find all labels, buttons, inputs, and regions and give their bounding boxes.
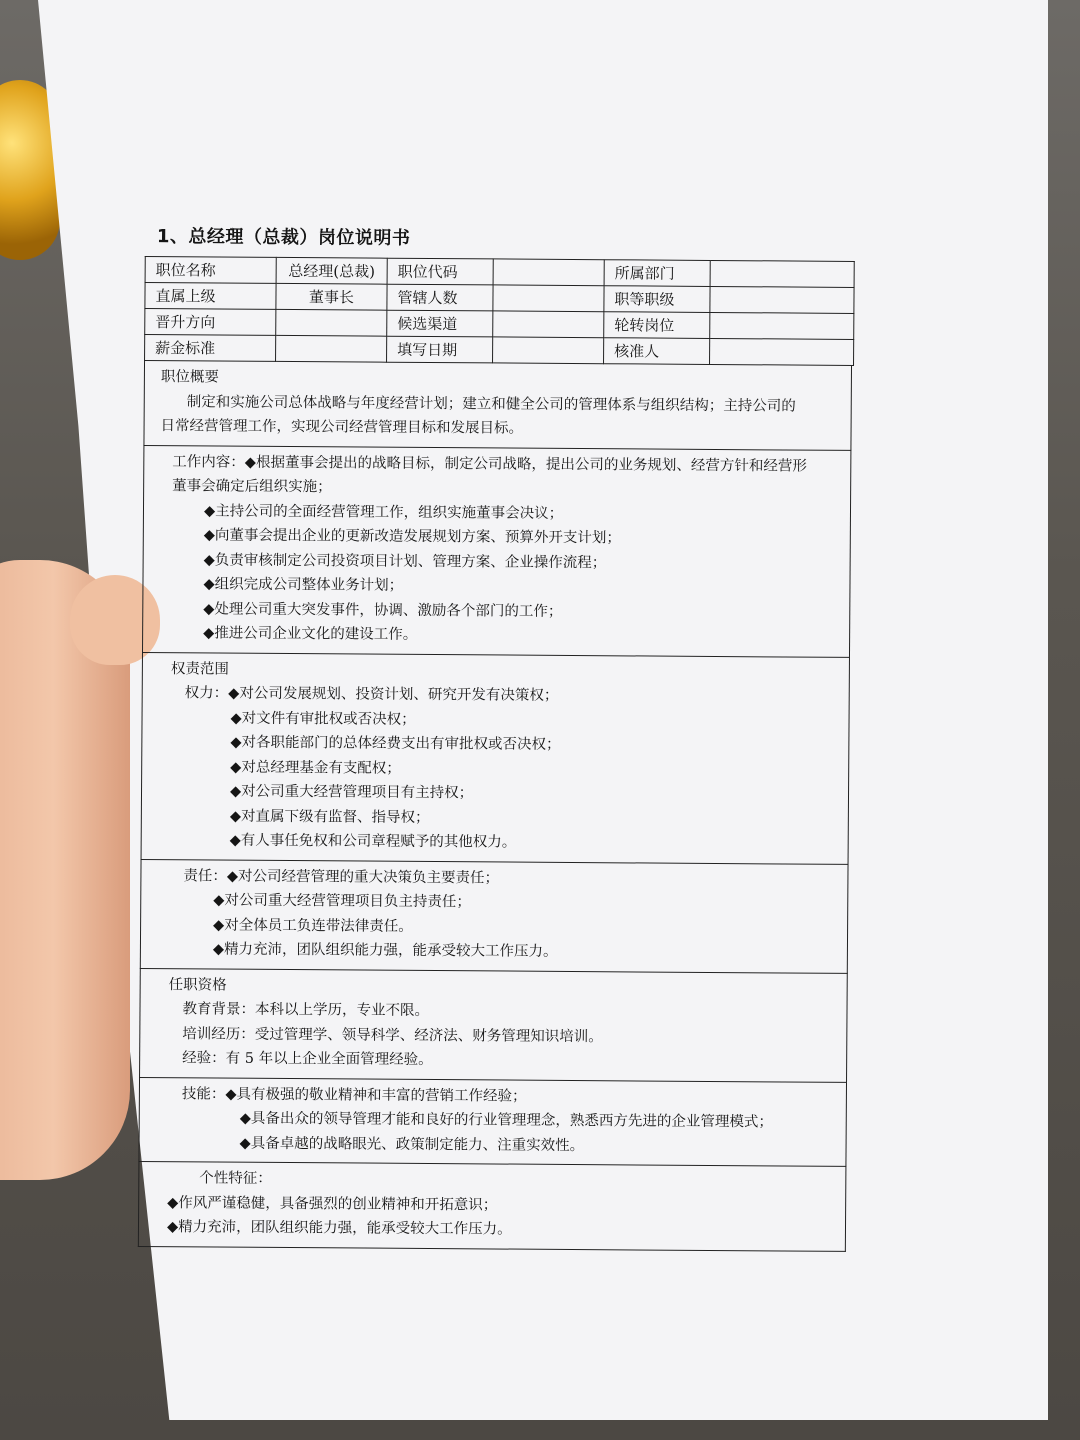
table-cell [276, 335, 387, 362]
overview-section [143, 361, 852, 450]
list-item: ◆具备出众的领导管理才能和良好的行业管理理念，熟悉西方先进的企业管理模式； [239, 1110, 773, 1131]
table-cell: 晋升方向 [145, 309, 276, 336]
table-cell [493, 285, 604, 312]
list-item: ◆对总经理基金有支配权； [230, 759, 401, 777]
list-item: ◆对全体员工负连带法律责任。 [213, 916, 413, 935]
skills-section [138, 1077, 847, 1166]
section-heading: 权责范围 [170, 660, 229, 678]
job-description-document [138, 222, 875, 1252]
list-item: ◆对文件有审批权或否决权； [230, 710, 416, 728]
info-table [144, 256, 855, 366]
table-cell: 轮转岗位 [604, 312, 710, 339]
list-item: ◆对公司重大经营管理项目负主持责任； [213, 892, 471, 911]
list-item: ◆负责审核制定公司投资项目计划、管理方案、企业操作流程； [203, 551, 607, 571]
list-item: ◆组织完成公司整体业务计划； [203, 576, 404, 594]
table-cell [710, 260, 854, 287]
table-cell: 核准人 [604, 338, 710, 365]
table-cell: 职位名称 [145, 257, 276, 284]
section-heading: 职位概要 [160, 369, 219, 386]
work-first-line: 工作内容：◆根据董事会提出的战略目标，制定公司战略，提出公司的业务规划、经营方针和经营形 [172, 453, 808, 475]
overview-text: 日常经营管理工作，实现公司经营管理目标和发展目标。 [160, 418, 524, 437]
list-item: ◆推进公司企业文化的建设工作。 [203, 625, 418, 643]
table-cell: 所属部门 [604, 260, 710, 287]
experience-line: 经验：有 5 年以上企业全面管理经验。 [182, 1050, 433, 1069]
table-cell: 填写日期 [387, 336, 493, 363]
list-item: ◆作风严谨稳健，具备强烈的创业精神和开拓意识； [167, 1194, 498, 1213]
qualification-section [139, 968, 848, 1082]
responsibility-section [140, 859, 849, 973]
table-cell: 薪金标准 [145, 335, 276, 362]
table-cell [710, 338, 854, 365]
table-cell [493, 259, 604, 286]
table-cell [710, 286, 854, 313]
list-item: ◆精力充沛，团队组织能力强，能承受较大工作压力。 [212, 941, 558, 960]
overview-text: 制定和实施公司总体战略与年度经营计划；建立和健全公司的管理体系与组织结构；主持公司的 [186, 393, 796, 415]
authority-section [141, 652, 850, 864]
responsibility-first-line: 责任：◆对公司经营管理的重大决策负主要责任； [183, 867, 500, 886]
list-item: ◆对公司重大经营管理项目有主持权； [229, 783, 474, 802]
table-cell: 管辖人数 [387, 284, 493, 311]
table-cell: 董事长 [276, 283, 387, 310]
training-line: 培训经历：受过管理学、领导科学、经济法、财务管理知识培训。 [182, 1025, 603, 1045]
work-first-cont: 董事会确定后组织实施； [172, 478, 332, 496]
table-cell [276, 309, 387, 336]
list-item: ◆对直属下级有监督、指导权； [229, 808, 430, 826]
list-item: ◆处理公司重大突发事件，协调、激励各个部门的工作； [203, 600, 563, 620]
section-heading: 任职资格 [168, 976, 227, 994]
list-item: ◆精力充沛，团队组织能力强，能承受较大工作压力。 [166, 1219, 512, 1238]
list-item: ◆有人事任免权和公司章程赋予的其他权力。 [229, 832, 517, 851]
education-line: 教育背景：本科以上学历，专业不限。 [182, 1001, 430, 1020]
table-cell: 总经理(总裁) [276, 257, 387, 284]
table-cell [493, 311, 604, 338]
table-cell: 直属上级 [145, 283, 276, 310]
table-cell [710, 312, 854, 339]
table-cell: 职位代码 [387, 258, 493, 285]
table-cell: 职等职级 [604, 286, 710, 313]
section-heading: 个性特征： [199, 1170, 272, 1187]
list-item: ◆向董事会提出企业的更新改造发展规划方案、预算外开支计划； [203, 527, 622, 547]
list-item: ◆对各职能部门的总体经费支出有审批权或否决权； [230, 734, 561, 753]
work-content-section [142, 445, 851, 657]
table-cell: 候选渠道 [387, 310, 493, 337]
table-cell [493, 337, 604, 364]
list-item: ◆具备卓越的战略眼光、政策制定能力、注重实效性。 [239, 1135, 585, 1154]
skills-first-line: 技能：◆具有极强的敬业精神和丰富的营销工作经验； [181, 1085, 527, 1105]
authority-first-line: 权力：◆对公司发展规划、投资计划、研究开发有决策权； [184, 685, 559, 704]
list-item: ◆主持公司的全面经营管理工作，组织实施董事会决议； [203, 502, 564, 522]
document-title: 1、总经理（总裁）岗位说明书 [156, 226, 411, 249]
personality-section [138, 1162, 847, 1251]
